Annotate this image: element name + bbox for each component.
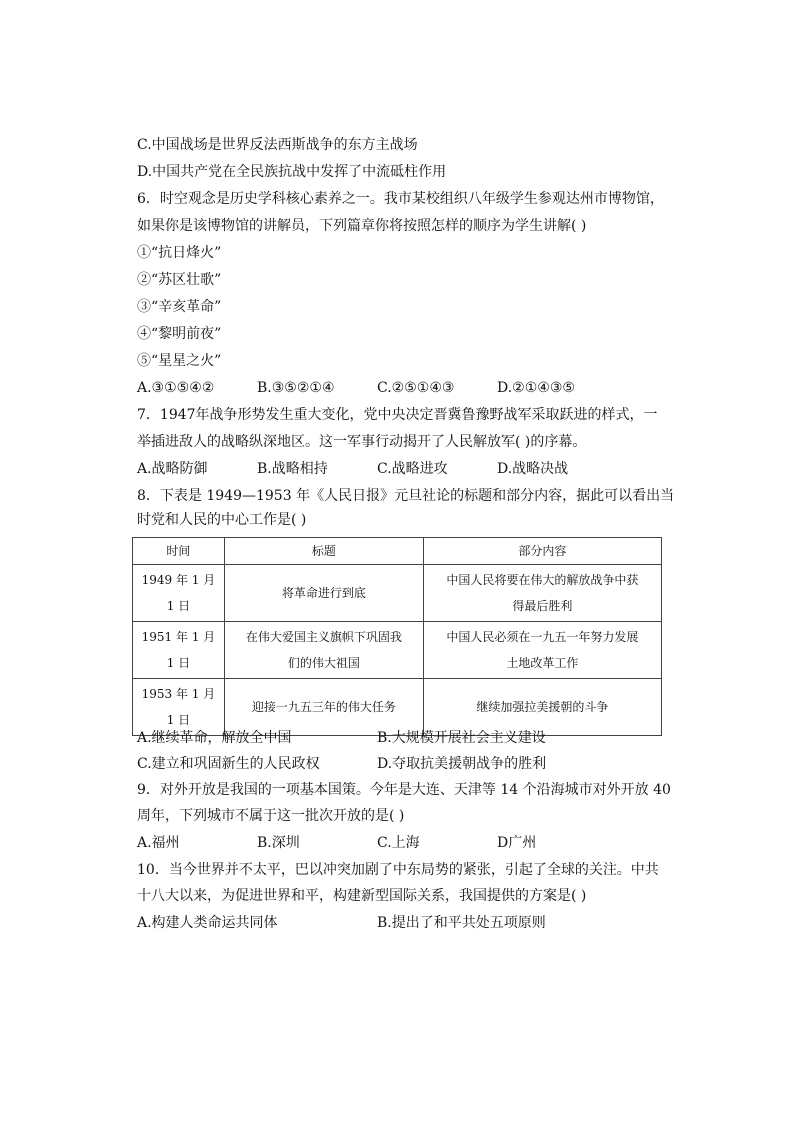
q7-option-d: D.战略决战 — [497, 461, 569, 477]
q8-option-b: B.大规模开展社会主义建设 — [377, 730, 546, 746]
table-cell-date: 1951 年 1 月 1 日 — [133, 622, 225, 679]
option-d-prev: D.中国共产党在全民族抗战中发挥了中流砥柱作用 — [137, 164, 447, 180]
q6-option-a: A.③①⑤④② — [137, 380, 215, 396]
q9-option-b: B.深圳 — [257, 835, 300, 851]
q10-option-a: A.构建人类命运共同体 — [137, 915, 278, 931]
table-cell-date: 1953 年 1 月 1 日 — [133, 679, 225, 736]
table-header-time: 时间 — [133, 538, 225, 565]
q6-item-1: ①“抗日烽火” — [137, 245, 222, 261]
q6-item-3: ③“辛亥革命” — [137, 299, 222, 315]
q8-option-c: C.建立和巩固新生的人民政权 — [137, 756, 320, 772]
question-7-line1: 7．1947年战争形势发生重大变化，党中央决定晋冀鲁豫野战军采取跃进的样式，一 — [137, 407, 658, 423]
q6-item-4: ④“黎明前夜” — [137, 326, 222, 342]
table-cell-content: 中国人民将要在伟大的解放战争中获 得最后胜利 — [423, 565, 661, 622]
q7-option-a: A.战略防御 — [137, 461, 208, 477]
table-cell-title: 在伟大爱国主义旗帜下巩固我 们的伟大祖国 — [224, 622, 423, 679]
table-cell-content: 中国人民必须在一九五一年努力发展 土地改革工作 — [423, 622, 661, 679]
table-cell-title: 将革命进行到底 — [224, 565, 423, 622]
table-header-row — [133, 538, 662, 565]
question-10-line1: 10．当今世界并不太平，巴以冲突加剧了中东局势的紧张，引起了全球的关注。中共 — [137, 862, 659, 878]
question-7-line2: 举插进敌人的战略纵深地区。这一军事行动揭开了人民解放军( )的序幕。 — [137, 434, 587, 450]
q9-option-c: C.上海 — [377, 835, 420, 851]
q6-option-d: D.②①④③⑤ — [497, 380, 575, 396]
q7-option-c: C.战略进攻 — [377, 461, 448, 477]
question-6-line1: 6．时空观念是历史学科核心素养之一。我市某校组织八年级学生参观达州市博物馆， — [137, 191, 664, 207]
q6-item-2: ②“苏区壮歌” — [137, 272, 222, 288]
question-6-line2: 如果你是该博物馆的讲解员，下列篇章你将按照怎样的顺序为学生讲解( ) — [137, 218, 587, 234]
q8-option-d: D.夺取抗美援朝战争的胜利 — [377, 756, 547, 772]
table-cell-content: 继续加强拉美援朝的斗争 — [423, 679, 661, 736]
q10-option-b: B.提出了和平共处五项原则 — [377, 915, 546, 931]
q6-option-b: B.③⑤②①④ — [257, 380, 335, 396]
table-row — [133, 565, 662, 622]
q9-option-a: A.福州 — [137, 835, 180, 851]
table-header-content: 部分内容 — [423, 538, 661, 565]
q8-option-a: A.继续革命，解放全中国 — [137, 730, 292, 746]
question-9-line2: 周年，下列城市不属于这一批次开放的是( ) — [137, 808, 405, 824]
table-cell-title: 迎接一九五三年的伟大任务 — [224, 679, 423, 736]
question-9-line1: 9．对外开放是我国的一项基本国策。今年是大连、天津等 14 个沿海城市对外开放 40 — [137, 782, 671, 798]
option-c-prev: C.中国战场是世界反法西斯战争的东方主战场 — [137, 137, 418, 153]
question-10-line2: 十八大以来，为促进世界和平，构建新型国际关系，我国提供的方案是( ) — [137, 888, 587, 904]
question-8-line2: 时党和人民的中心工作是( ) — [137, 512, 307, 528]
table-row — [133, 679, 662, 736]
q7-option-b: B.战略相持 — [257, 461, 328, 477]
table-header-title: 标题 — [224, 538, 423, 565]
question-8-line1: 8．下表是 1949—1953 年《人民日报》元旦社论的标题和部分内容，据此可以看出当 — [137, 488, 675, 504]
table-cell-date: 1949 年 1 月 1 日 — [133, 565, 225, 622]
q6-option-c: C.②⑤①④③ — [377, 380, 455, 396]
q6-item-5: ⑤“星星之火” — [137, 353, 222, 369]
editorial-table — [132, 537, 662, 736]
table-row — [133, 622, 662, 679]
q9-option-d: D广州 — [497, 835, 537, 851]
